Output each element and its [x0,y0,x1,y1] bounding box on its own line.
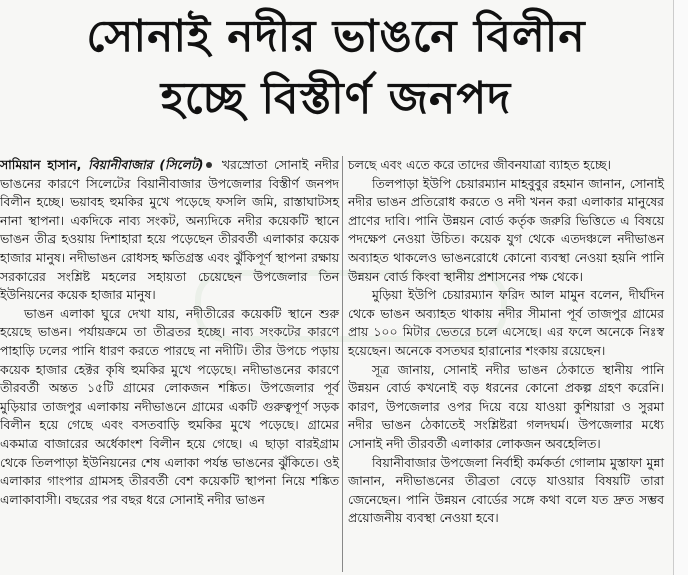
byline [0,157,203,172]
article-paragraph: চলছে এবং এতে করে তাদের জীবনযাত্রা ব্যাহত হচ্ছে। [348,157,611,172]
article-paragraph [0,156,339,305]
article-paragraph: বিয়ানীবাজার উপজেলা নির্বাহী কর্মকর্তা গোলাম মুস্তাফা মুন্না জানান, নদীভাঙনের তীব্রতা বেড়ে যাওয়ার বিষয়টি তারা জেনেছেন। পানি উন্নয়ন বোর্ডের সঙ্গে কথা বলে যত দ্রুত সম্ভব প্রয়োজনীয় ব্যবস্থা নেওয়া হবে। [348,454,664,526]
headline-line-1: সোনাই নদীর ভাঙনে বিলীন [86,11,586,62]
bullet-icon [206,162,212,168]
paragraph-text: খরস্রোতা সোনাই নদীর ভাঙনের কারণে সিলেটের বিয়ানীবাজার উপজেলার বিস্তীর্ণ জনপদ বিলীন হচ্ছে। ভয়াবহ হুমকির মুখে পড়েছে ফসলি জমি, রাস্তাঘাটসহ নানা স্থাপনা। একদিকে নাব্য সংকট, অন্যদিকে নদীর কয়েকটি স্থানে ভাঙন তীব্র হওয়ায় দিশাহারা হয়ে পড়েছেন তীরবর্তী এলাকার কয়েক হাজার মানুষ। নদীভাঙন রোধসহ ক্ষতিগ্রস্ত এবং ঝুঁকিপূর্ণ স্থাপনা রক্ষায় সরকারের সংশ্লিষ্ট মহলের সহায়তা চেয়েছেন উপজেলার তিন ইউনিয়নের কয়েক হাজার মানুষ। [0,157,339,303]
article-paragraph: সূত্র জানায়, সোনাই নদীর ভাঙন ঠেকাতে স্থানীয় পানি উন্নয়ন বোর্ড কখনোই বড় ধরনের কোনো প্রকল্প গ্রহণ করেনি। কারণ, উপজেলার ওপর দিয়ে বয়ে যাওয়া কুশিয়ারা ও সুরমা নদীর ভাঙন ঠেকাতেই সংশ্লিষ্টরা গলদঘর্ম। উপজেলার মধ্যে সোনাই নদী তীরবর্তী এলাকার লোকজন অবহেলিত। [348,361,664,451]
article-paragraph: তিলপাড়া ইউপি চেয়ারম্যান মাহবুবুর রহমান জানান, সোনাই নদীর ভাঙন প্রতিরোধ করতে ও নদী খনন করা এলাকার মানুষের প্রাণের দাবি। পানি উন্নয়ন বোর্ড কর্তৃক জরুরি ভিত্তিতে এ বিষয়ে পদক্ষেপ নেওয়া উচিত। কয়েক যুগ থেকে এতদঞ্চলে নদীভাঙন অব্যাহত থাকলেও ভাঙনরোধে কোনো ব্যবস্থা নেওয়া হয়নি পানি উন্নয়ন বোর্ড কিংবা স্থানীয় প্রশাসনের পক্ষ থেকে। [348,175,664,284]
article-paragraph: ভাঙন এলাকা ঘুরে দেখা যায়, নদীতীরের কয়েকটি স্থানে শুরু হয়েছে ভাঙন। পর্যায়ক্রমে তা তীব্রতর হচ্ছে। নাব্য সংকটের কারণে পাহাড়ি ঢলের পানি ধারণ করতে পারছে না নদীটি। তীর উপচে পড়ায় কয়েক হাজার হেক্টর কৃষি হুমকির মুখে পড়েছে। নদীভাঙনের কারণে তীরবর্তী অন্তত ১৫টি গ্রামের লোকজন শঙ্কিত। উপজেলার পূর্ব মুড়িয়ার তাজপুর এলাকায় নদীভাঙনে গ্রামের একটি গুরুত্বপূর্ণ সড়ক বিলীন হয়ে গেছে এবং বসতবাড়ি হুমকির মুখে পড়েছে। গ্রামের একমাত্র বাজারের অর্ধেকাংশ বিলীন হয়ে গেছে। এ ছাড়া বারইগ্রাম থেকে তিলপাড়া ইউনিয়নের শেষ এলাকা পর্যন্ত ভাঙনের ঝুঁকিতে। ওই এলাকার গাংপার গ্রামসহ তীরবর্তী বেশ কয়েকটি স্থাপনা নিয়ে শঙ্কিত এলাকাবাসী। বছরের পর বছর ধরে সোনাই নদীর ভাঙন [0,305,339,507]
adjacent-column-edge [673,0,688,575]
headline-line-2: হচ্ছে বিস্তীর্ণ জনপদ [160,73,512,124]
column-divider [342,156,343,572]
article-column-right [348,156,664,528]
headline [0,6,672,130]
dateline-place: বিয়ানীবাজার (সিলেট) [88,157,204,172]
article-paragraph: মুড়িয়া ইউপি চেয়ারম্যান ফরিদ আল মামুন বলেন, দীর্ঘদিন থেকে ভাঙন অব্যাহত থাকায় নদীর সীমানা পূর্ব তাজপুর গ্রামের প্রায় ১০০ মিটার ভেতরে চলে এসেছে। এর ফলে অনেকে নিঃস্ব হয়েছেন। অনেকে বসতঘর হারানোর শংকায় রয়েছেন। [348,287,664,358]
reporter-name: সামিয়ান হাসান, [0,157,82,172]
article-column-left [0,156,339,509]
